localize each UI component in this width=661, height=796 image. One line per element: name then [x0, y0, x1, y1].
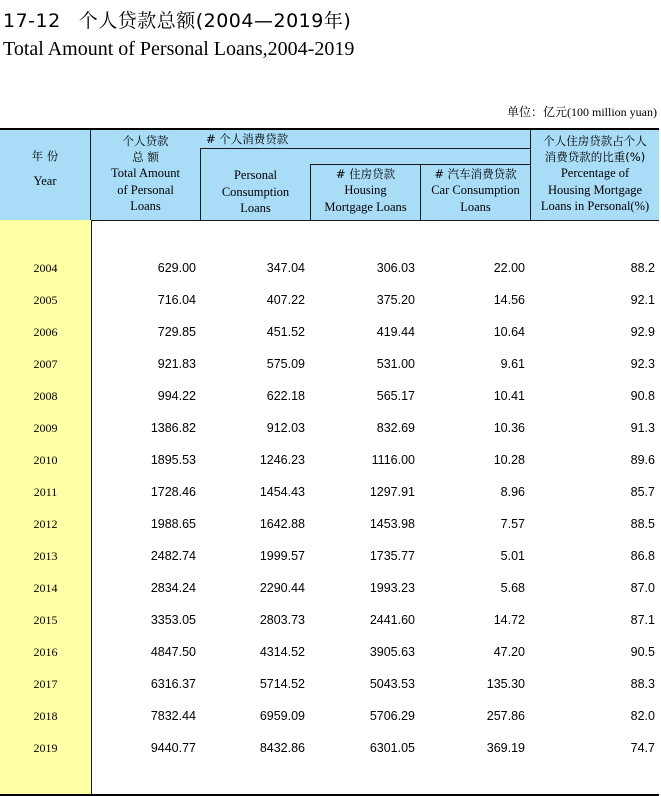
- header-mortgage-en2: Mortgage Loans: [324, 199, 407, 214]
- table-title-english: Total Amount of Personal Loans,2004-2019: [3, 38, 355, 60]
- cell-consumption: 2803.73: [259, 613, 305, 627]
- header-total-zh2: 总 额: [132, 150, 159, 164]
- header-consumption-en3: Loans: [240, 201, 271, 215]
- cell-year: 2007: [33, 357, 58, 371]
- cell-car: 47.20: [493, 645, 525, 659]
- cell-year: 2013: [33, 549, 58, 563]
- cell-mortgage: 1297.91: [369, 485, 415, 499]
- unit-label: [507, 103, 657, 120]
- cell-year: 2006: [33, 325, 58, 339]
- unit-label-english: (100 million yuan): [567, 105, 657, 119]
- cell-car: 10.36: [493, 421, 525, 435]
- cell-year: 2004: [33, 261, 58, 275]
- header-percentage-zh1: 个人住房贷款占个人: [543, 134, 647, 148]
- header-car-en2: Loans: [460, 199, 491, 214]
- cell-year: 2010: [33, 453, 58, 467]
- cell-pct: 90.5: [630, 645, 655, 659]
- header-percentage-zh2: 消费贷款的比重(%): [544, 150, 646, 164]
- cell-mortgage: 375.20: [376, 293, 415, 307]
- cell-year: 2008: [33, 389, 58, 403]
- table-row: [0, 290, 661, 310]
- table-row: [0, 706, 661, 726]
- cell-car: 10.64: [493, 325, 525, 339]
- unit-label-chinese: 单位：亿元: [506, 105, 567, 119]
- cell-mortgage: 306.03: [376, 261, 415, 275]
- cell-car: 5.01: [500, 549, 525, 563]
- cell-mortgage: 1735.77: [369, 549, 415, 563]
- cell-total: 7832.44: [150, 709, 196, 723]
- header-year-en: Year: [33, 174, 57, 188]
- header-percentage: [531, 133, 659, 215]
- header-total: [91, 133, 200, 215]
- header-total-en1: Total Amount: [111, 166, 180, 180]
- cell-mortgage: 1116.00: [371, 453, 415, 467]
- cell-year: 2017: [33, 677, 58, 691]
- cell-consumption: 347.04: [266, 261, 305, 275]
- cell-car: 22.00: [493, 261, 525, 275]
- header-divider: [310, 164, 530, 165]
- cell-total: 1895.53: [150, 453, 196, 467]
- cell-pct: 88.5: [630, 517, 655, 531]
- cell-car: 369.19: [486, 741, 525, 755]
- cell-total: 1386.82: [150, 421, 196, 435]
- cell-pct: 74.7: [630, 741, 655, 755]
- cell-year: 2019: [33, 741, 58, 755]
- cell-car: 7.57: [500, 517, 525, 531]
- cell-consumption: 912.03: [266, 421, 305, 435]
- cell-car: 8.96: [500, 485, 525, 499]
- header-consumption-group: # 个人消费贷款: [206, 132, 289, 146]
- cell-car: 257.86: [486, 709, 525, 723]
- cell-pct: 90.8: [630, 389, 655, 403]
- header-car-zh: # 汽车消费贷款: [434, 167, 517, 181]
- header-consumption-en1: Personal: [233, 168, 278, 182]
- cell-car: 14.56: [493, 293, 525, 307]
- cell-total: 921.83: [157, 357, 196, 371]
- cell-total: 994.22: [157, 389, 196, 403]
- cell-pct: 86.8: [630, 549, 655, 563]
- cell-mortgage: 1993.23: [369, 581, 415, 595]
- header-percentage-en1: Percentage of: [560, 166, 630, 180]
- cell-car: 14.72: [493, 613, 525, 627]
- header-car: [421, 166, 530, 215]
- cell-car: 9.61: [500, 357, 525, 371]
- table-row: [0, 546, 661, 566]
- header-mortgage-en1: Housing: [344, 183, 387, 197]
- table-header: [0, 128, 659, 221]
- cell-mortgage: 419.44: [376, 325, 415, 339]
- header-car-en1: Car Consumption: [431, 183, 520, 197]
- table-title-chinese: [3, 6, 351, 33]
- table-row: [0, 514, 661, 534]
- header-year: [0, 148, 90, 190]
- table-row: [0, 674, 661, 694]
- header-total-en2: of Personal: [117, 182, 174, 197]
- cell-year: 2011: [33, 485, 58, 499]
- table-row: [0, 578, 661, 598]
- cell-total: 6316.37: [150, 677, 196, 691]
- cell-total: 716.04: [157, 293, 196, 307]
- cell-total: 4847.50: [150, 645, 196, 659]
- cell-car: 135.30: [486, 677, 525, 691]
- table-row: [0, 354, 661, 374]
- cell-mortgage: 5043.53: [369, 677, 415, 691]
- header-mortgage: [311, 166, 420, 215]
- header-year-zh: 年 份: [31, 149, 59, 163]
- cell-consumption: 407.22: [266, 293, 305, 307]
- header-percentage-en3: Loans in Personal(%): [540, 199, 650, 213]
- table-row: [0, 738, 661, 758]
- cell-year: 2005: [33, 293, 58, 307]
- cell-pct: 89.6: [630, 453, 655, 467]
- header-consumption: [201, 167, 310, 217]
- cell-pct: 87.1: [630, 613, 655, 627]
- cell-total: 729.85: [157, 325, 196, 339]
- cell-mortgage: 5706.29: [369, 709, 415, 723]
- header-total-en3: Loans: [130, 199, 161, 213]
- header-percentage-en2: Housing Mortgage: [547, 182, 643, 197]
- table-row: [0, 386, 661, 406]
- cell-consumption: 1642.88: [259, 517, 305, 531]
- cell-pct: 88.2: [630, 261, 655, 275]
- cell-pct: 88.3: [630, 677, 655, 691]
- cell-year: 2014: [33, 581, 58, 595]
- cell-total: 629.00: [157, 261, 196, 275]
- title-chinese-text: 个人贷款总额(2004—2019年): [78, 10, 352, 32]
- header-mortgage-zh: # 住房贷款: [335, 167, 396, 181]
- header-total-zh1: 个人贷款: [122, 134, 169, 148]
- cell-car: 10.41: [493, 389, 525, 403]
- cell-year: 2018: [33, 709, 58, 723]
- cell-total: 3353.05: [150, 613, 196, 627]
- cell-pct: 92.1: [630, 293, 655, 307]
- cell-year: 2009: [33, 421, 58, 435]
- cell-pct: 92.3: [630, 357, 655, 371]
- cell-pct: 92.9: [630, 325, 655, 339]
- cell-mortgage: 531.00: [376, 357, 415, 371]
- cell-car: 5.68: [500, 581, 525, 595]
- cell-consumption: 8432.86: [259, 741, 305, 755]
- cell-consumption: 1246.23: [259, 453, 305, 467]
- cell-pct: 91.3: [630, 421, 655, 435]
- cell-consumption: 6959.09: [259, 709, 305, 723]
- cell-mortgage: 2441.60: [369, 613, 415, 627]
- cell-pct: 85.7: [630, 485, 655, 499]
- cell-car: 10.28: [493, 453, 525, 467]
- cell-consumption: 1999.57: [259, 549, 305, 563]
- table-row: [0, 258, 661, 278]
- table-row: [0, 322, 661, 342]
- cell-total: 2834.24: [150, 581, 196, 595]
- table-row: [0, 418, 661, 438]
- cell-mortgage: 1453.98: [369, 517, 415, 531]
- header-consumption-en2: Consumption: [221, 184, 290, 199]
- table-row: [0, 642, 661, 662]
- cell-mortgage: 565.17: [376, 389, 415, 403]
- table-row: [0, 610, 661, 630]
- cell-consumption: 622.18: [266, 389, 305, 403]
- cell-year: 2016: [33, 645, 58, 659]
- cell-consumption: 4314.52: [259, 645, 305, 659]
- cell-consumption: 2290.44: [259, 581, 305, 595]
- cell-year: 2012: [33, 517, 58, 531]
- cell-year: 2015: [33, 613, 58, 627]
- table-row: [0, 450, 661, 470]
- cell-consumption: 1454.43: [259, 485, 305, 499]
- cell-pct: 82.0: [630, 709, 655, 723]
- cell-mortgage: 832.69: [376, 421, 415, 435]
- header-divider: [200, 148, 530, 149]
- table-number: 17-12: [3, 10, 61, 32]
- cell-total: 9440.77: [150, 741, 196, 755]
- cell-consumption: 451.52: [266, 325, 305, 339]
- cell-consumption: 5714.52: [259, 677, 305, 691]
- cell-total: 1728.46: [150, 485, 196, 499]
- cell-mortgage: 6301.05: [369, 741, 415, 755]
- cell-total: 1988.65: [150, 517, 196, 531]
- cell-mortgage: 3905.63: [369, 645, 415, 659]
- cell-total: 2482.74: [150, 549, 196, 563]
- cell-pct: 87.0: [630, 581, 655, 595]
- cell-consumption: 575.09: [266, 357, 305, 371]
- table-row: [0, 482, 661, 502]
